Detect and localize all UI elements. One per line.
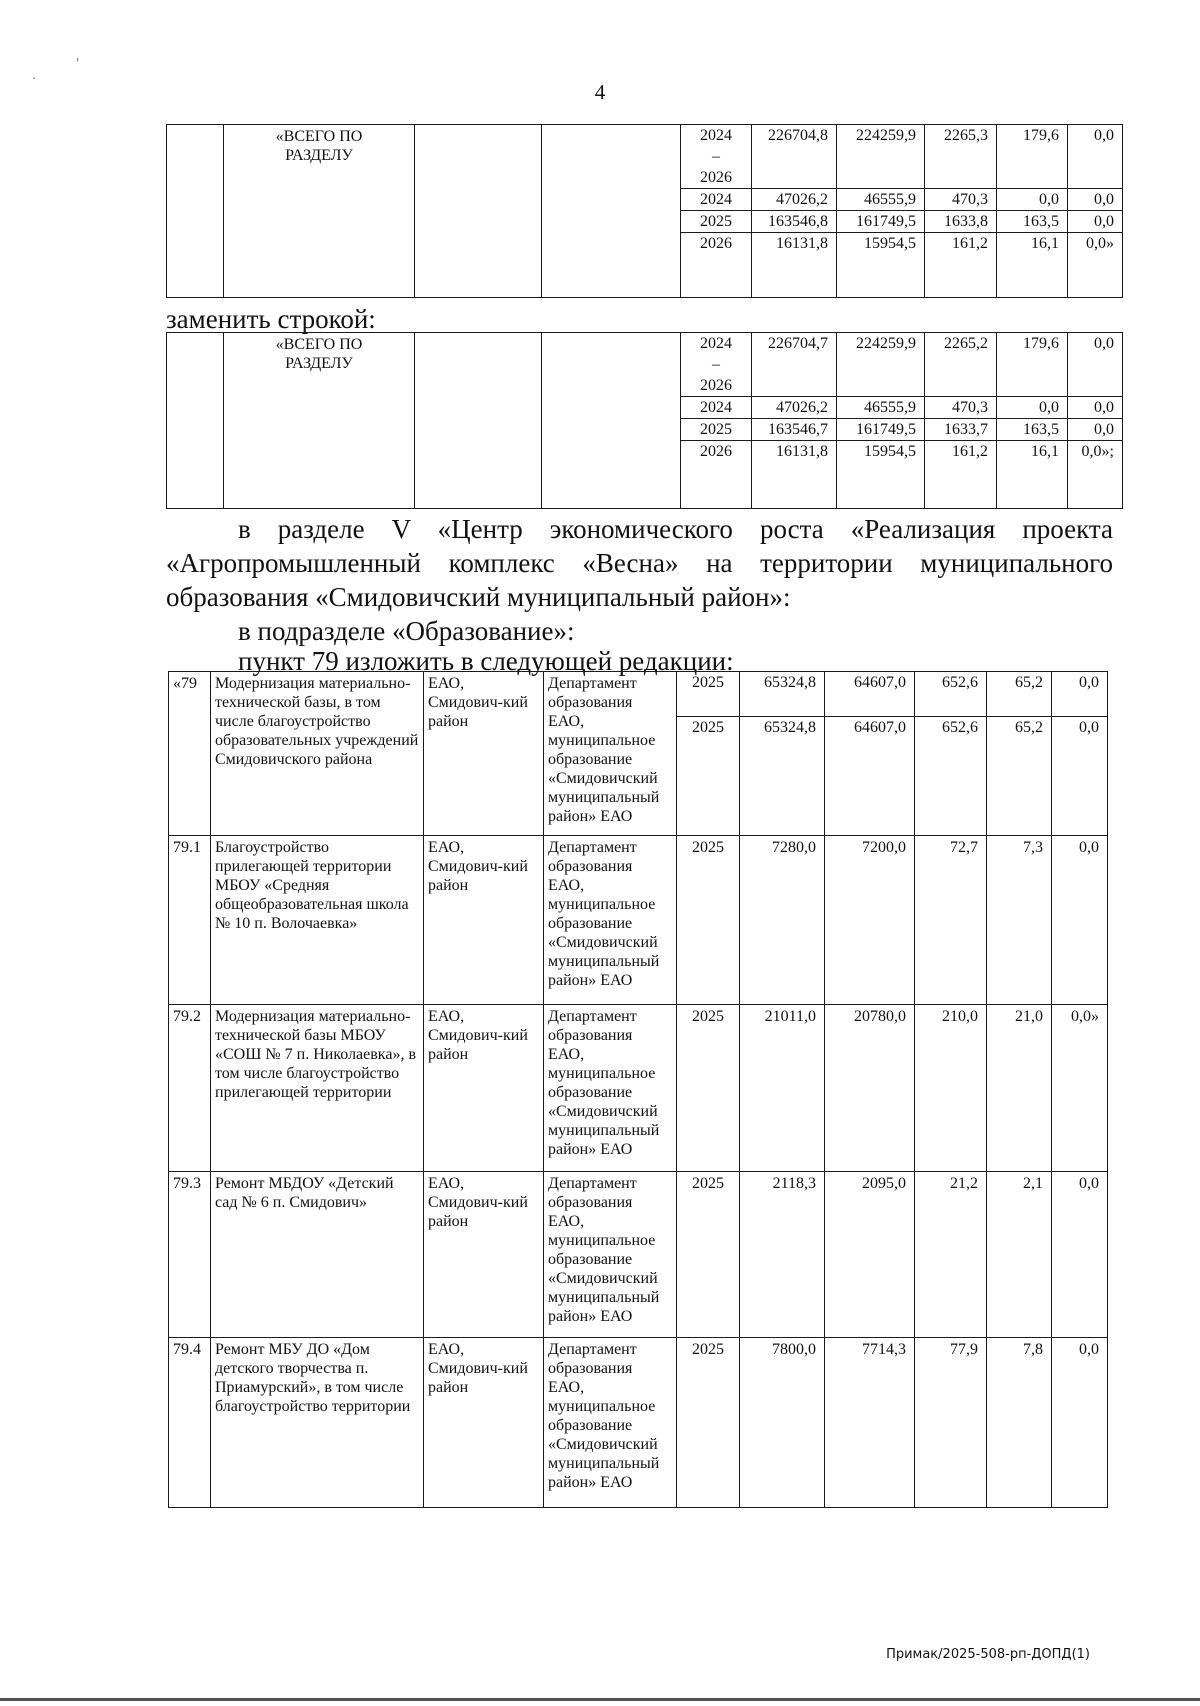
row-value: 77,9 bbox=[915, 1338, 987, 1508]
years-column bbox=[681, 125, 752, 298]
subsection-text: в подразделе «Образование»: bbox=[238, 616, 575, 646]
year-range: 2024 – 2026 bbox=[681, 333, 751, 397]
value-column: 64607,0 64607,0 bbox=[825, 672, 915, 836]
value-column: 0,0 0,0 bbox=[1052, 672, 1108, 836]
value-column: 0,0 0,0 0,0 0,0» bbox=[1068, 125, 1123, 298]
row-year: 2025 bbox=[677, 1172, 740, 1338]
value-column: 179,6 0,0 163,5 16,1 bbox=[997, 333, 1068, 509]
row-number: 79.3 bbox=[169, 1172, 211, 1338]
row-name: Благоустройство прилегающей территории МБОУ «Средняя общеобразовательная школа № 10 п. Волочаевка» bbox=[211, 836, 424, 1005]
section-paragraph-line3: образования «Смидовичский муниципальный район»: bbox=[166, 582, 791, 612]
empty-cell bbox=[542, 333, 681, 509]
row-number: 79.4 bbox=[169, 1338, 211, 1508]
table-row bbox=[169, 1005, 1108, 1172]
year: 2026 bbox=[700, 443, 732, 460]
row-value: 20780,0 bbox=[825, 1005, 915, 1172]
value-column: 179,6 0,0 163,5 16,1 bbox=[997, 125, 1068, 298]
row-value: 7280,0 bbox=[740, 836, 825, 1005]
row-value: 0,0» bbox=[1052, 1005, 1108, 1172]
table-row bbox=[169, 1338, 1108, 1508]
section-paragraph-line1: в разделе V «Центр экономического роста «Реализация проекта bbox=[238, 514, 1113, 544]
row-value: 21,2 bbox=[915, 1172, 987, 1338]
value-column: 2265,2 470,3 1633,7 161,2 bbox=[925, 333, 997, 509]
row-value: 2,1 bbox=[987, 1172, 1052, 1338]
row-name: Ремонт МБУ ДО «Дом детского творчества п. Приамурский», в том числе благоустройство территории bbox=[211, 1338, 424, 1508]
value-column: 652,6 652,6 bbox=[915, 672, 987, 836]
row-executor: Департамент образования ЕАО, муниципальное образование «Смидовичский муниципальный район» ЕАО bbox=[544, 1338, 677, 1508]
empty-cell bbox=[167, 333, 224, 509]
year: 2025 bbox=[681, 419, 751, 441]
row-number: 79.1 bbox=[169, 836, 211, 1005]
row-value: 2118,3 bbox=[740, 1172, 825, 1338]
replace-instruction: заменить строкой: bbox=[166, 304, 376, 334]
row-value: 21,0 bbox=[987, 1005, 1052, 1172]
value-column: 0,0 0,0 0,0 0,0»; bbox=[1068, 333, 1123, 509]
table-point-79 bbox=[168, 671, 1108, 1508]
years-column: 2025 2025 bbox=[677, 672, 740, 836]
total-label: «ВСЕГО ПО РАЗДЕЛУ bbox=[224, 333, 415, 509]
row-value: 2095,0 bbox=[825, 1172, 915, 1338]
year-range: 2024 – 2026 bbox=[681, 125, 751, 189]
document-code: Примак/2025-508-рп-ДОПД(1) bbox=[886, 1647, 1090, 1662]
page-number: 4 bbox=[594, 80, 606, 104]
row-value: 7714,3 bbox=[825, 1338, 915, 1508]
table-row bbox=[169, 836, 1108, 1005]
table-row bbox=[169, 672, 1108, 836]
row-value: 0,0 bbox=[1052, 1172, 1108, 1338]
row-executor: Департамент образования ЕАО, муниципальное образование «Смидовичский муниципальный район» ЕАО bbox=[544, 836, 677, 1005]
row-name: Ремонт МБДОУ «Детский сад № 6 п. Смидович» bbox=[211, 1172, 424, 1338]
row-value: 7200,0 bbox=[825, 836, 915, 1005]
year: 2024 bbox=[681, 397, 751, 419]
row-value: 0,0 bbox=[1052, 836, 1108, 1005]
year: 2025 bbox=[681, 211, 751, 233]
row-value: 7800,0 bbox=[740, 1338, 825, 1508]
value-column: 226704,7 47026,2 163546,7 16131,8 bbox=[752, 333, 837, 509]
empty-cell bbox=[415, 125, 542, 298]
margin-mark: . bbox=[32, 68, 36, 82]
row-value: 7,3 bbox=[987, 836, 1052, 1005]
section-paragraph-line2: «Агропромышленный комплекс «Весна» на территории муниципального bbox=[166, 548, 1113, 578]
scan-edge bbox=[0, 1698, 1200, 1701]
row-executor: Департамент образования ЕАО, муниципальное образование «Смидовичский муниципальный район» ЕАО bbox=[544, 1005, 677, 1172]
table-row bbox=[169, 1172, 1108, 1338]
table-old-totals bbox=[166, 124, 1123, 298]
point-text: пункт 79 изложить в следующей редакции: bbox=[238, 646, 734, 676]
row-name: Модернизация материально-технической базы, в том числе благоустройство образовательных учреждений Смидовичского района bbox=[211, 672, 424, 836]
row-number: «79 bbox=[169, 672, 211, 836]
row-executor: Департамент образования ЕАО, муниципальное образование «Смидовичский муниципальный район» ЕАО bbox=[544, 672, 677, 836]
row-place: ЕАО, Смидович-кий район bbox=[424, 672, 544, 836]
row-value: 7,8 bbox=[987, 1338, 1052, 1508]
row-year: 2025 bbox=[677, 1005, 740, 1172]
value-column: 65324,8 65324,8 bbox=[740, 672, 825, 836]
value-column: 224259,9 46555,9 161749,5 15954,5 bbox=[837, 125, 925, 298]
value-column: 224259,9 46555,9 161749,5 15954,5 bbox=[837, 333, 925, 509]
row-value: 210,0 bbox=[915, 1005, 987, 1172]
row-name: Модернизация материально-технической базы МБОУ «СОШ № 7 п. Николаевка», в том числе благоустройство прилегающей территории bbox=[211, 1005, 424, 1172]
row-value: 21011,0 bbox=[740, 1005, 825, 1172]
value-column: 2265,3 470,3 1633,8 161,2 bbox=[925, 125, 997, 298]
row-year: 2025 bbox=[677, 836, 740, 1005]
year: 2026 bbox=[700, 235, 732, 252]
row-number: 79.2 bbox=[169, 1005, 211, 1172]
table-new-totals bbox=[166, 332, 1123, 509]
empty-cell bbox=[415, 333, 542, 509]
row-value: 0,0 bbox=[1052, 1338, 1108, 1508]
row-value: 72,7 bbox=[915, 836, 987, 1005]
row-executor: Департамент образования ЕАО, муниципальное образование «Смидовичский муниципальный район» ЕАО bbox=[544, 1172, 677, 1338]
year: 2024 bbox=[681, 189, 751, 211]
empty-cell bbox=[167, 125, 224, 298]
value-column: 226704,8 47026,2 163546,8 16131,8 bbox=[752, 125, 837, 298]
empty-cell bbox=[542, 125, 681, 298]
row-place: ЕАО, Смидович-кий район bbox=[424, 1172, 544, 1338]
total-label: «ВСЕГО ПО РАЗДЕЛУ bbox=[224, 125, 415, 298]
margin-mark: ' bbox=[76, 56, 80, 70]
years-column bbox=[681, 333, 752, 509]
row-place: ЕАО, Смидович-кий район bbox=[424, 1338, 544, 1508]
row-place: ЕАО, Смидович-кий район bbox=[424, 1005, 544, 1172]
value-column: 65,2 65,2 bbox=[987, 672, 1052, 836]
row-year: 2025 bbox=[677, 1338, 740, 1508]
row-place: ЕАО, Смидович-кий район bbox=[424, 836, 544, 1005]
